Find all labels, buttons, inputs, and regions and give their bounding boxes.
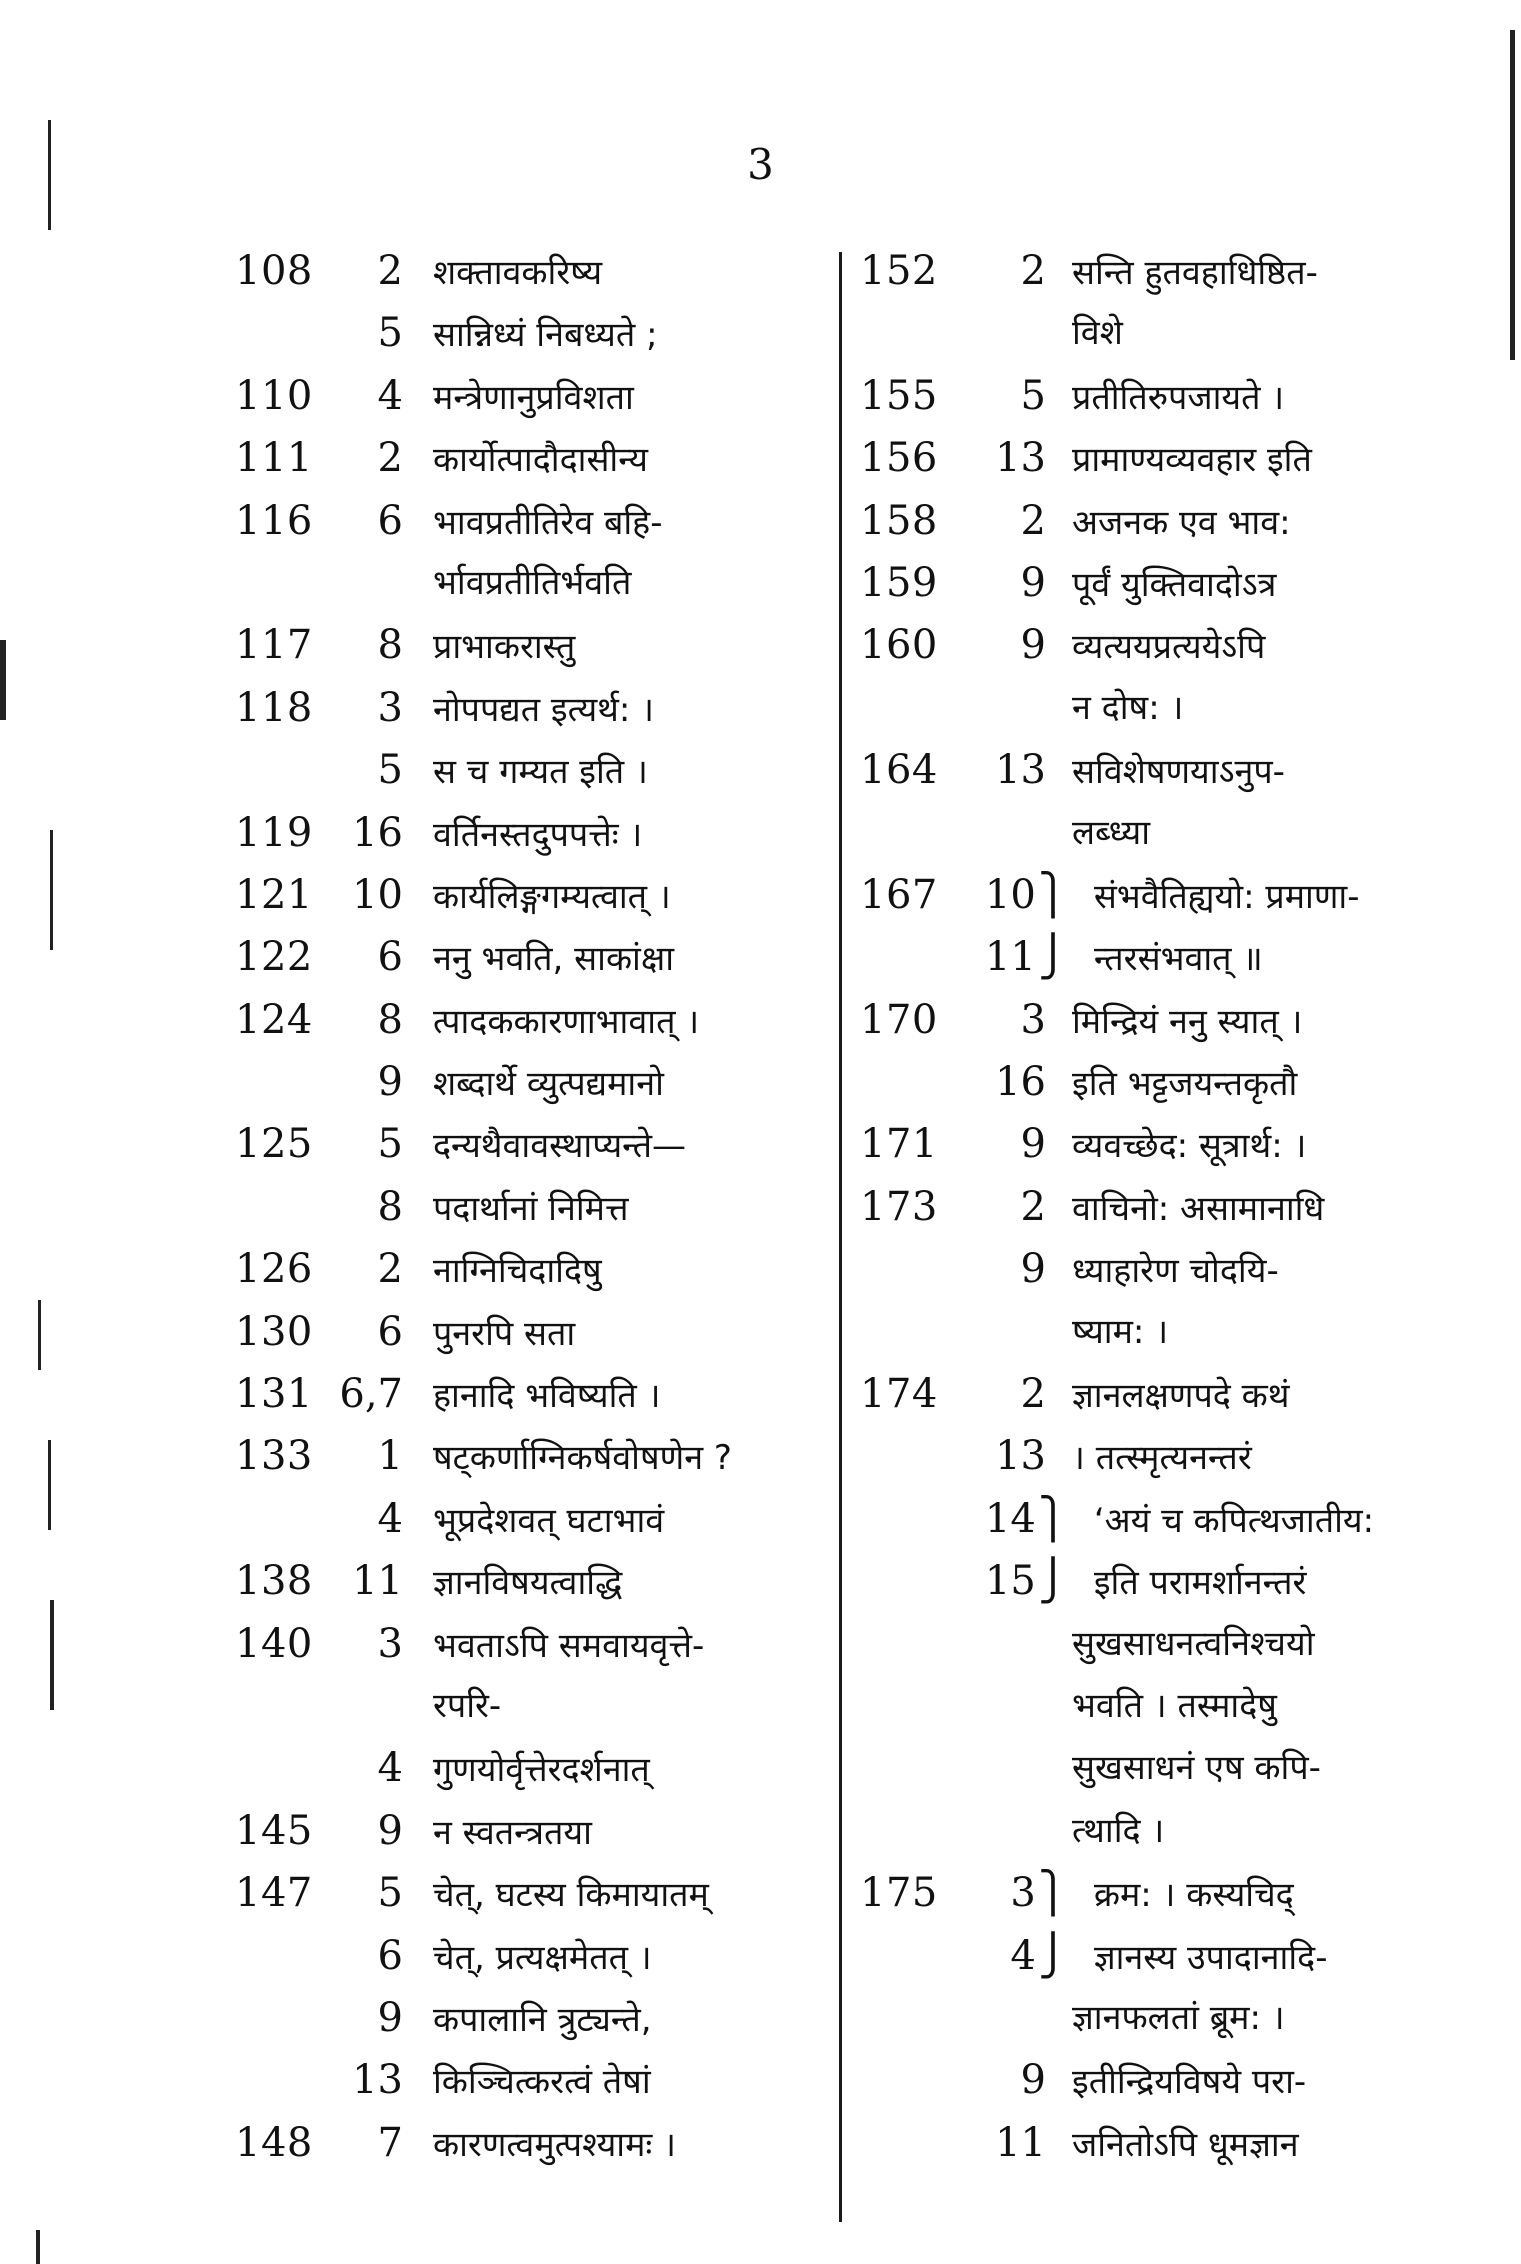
errata-row (860, 1301, 1420, 1363)
correct-reading: गुणयोर्वृत्तेरदर्शनात् (433, 1750, 650, 1791)
errata-row (860, 864, 1420, 926)
errata-row (860, 1425, 1420, 1487)
page-number: 3 (747, 140, 774, 189)
errata-row (860, 677, 1420, 739)
correct-reading: क्रम: । कस्यचिद् (1093, 1875, 1294, 1916)
errata-row (860, 1862, 1420, 1924)
page-ref: 110 (235, 372, 313, 419)
correct-reading: ननु भवति, साकांक्षा (433, 939, 675, 980)
correct-reading: व्यत्ययप्रत्ययेऽपि (1072, 627, 1266, 668)
line-ref: 3 (1020, 996, 1046, 1043)
line-ref: 13 (995, 747, 1046, 794)
line-ref: 6,7 (339, 1371, 403, 1418)
correct-reading: इति भट्टजयन्तकृतौ (1072, 1064, 1298, 1105)
correct-reading: पदार्थानां निमित्त (433, 1188, 629, 1229)
page-ref: 124 (235, 996, 313, 1043)
page-ref: 164 (860, 747, 938, 794)
correct-reading: ध्याहारेण चोदयि- (1072, 1251, 1279, 1292)
errata-row (235, 427, 820, 489)
correct-reading: पुनरपि सता (433, 1313, 576, 1354)
line-ref: 8 (377, 1183, 403, 1230)
line-ref: 2 (1020, 497, 1046, 544)
correct-reading: षट्कर्णाग्निकर्षवोषणेन ? (433, 1438, 732, 1479)
errata-row (860, 1613, 1420, 1675)
errata-row (235, 1737, 820, 1799)
correct-reading: वाचिनो: असामानाधि (1072, 1188, 1325, 1229)
correct-reading: पूर्वं युक्तिवादोऽत्र (1072, 564, 1277, 605)
line-ref: 9 (377, 1807, 403, 1854)
errata-row (860, 2049, 1420, 2111)
page-ref: 116 (235, 497, 313, 544)
line-ref: 13 (352, 2057, 403, 2104)
correct-reading: सन्ति हुतवहाधिष्ठित- (1072, 253, 1318, 293)
correct-reading: ज्ञानविषयत्वाद्धि (433, 1563, 623, 1604)
errata-row (235, 739, 820, 801)
line-ref: 4 (377, 372, 403, 419)
page-ref: 118 (235, 684, 313, 731)
scan-edge-mark (50, 1600, 54, 1710)
correct-reading: भवति । तस्मादेषु (1072, 1685, 1277, 1726)
scan-edge-mark (48, 1440, 51, 1530)
correct-reading: सविशेषणयाऽनुप- (1072, 752, 1285, 793)
errata-row (235, 1987, 820, 2049)
errata-row (860, 365, 1420, 427)
line-ref: 11 (984, 934, 1036, 981)
page-ref: 159 (860, 559, 938, 606)
correct-reading: न्तरसंभवात् ॥ (1093, 939, 1263, 980)
errata-row (235, 614, 820, 676)
correct-reading: वर्तिनस्तदुपपत्तेः । (433, 814, 643, 855)
line-ref: 2 (377, 1246, 403, 1293)
errata-row (860, 614, 1420, 676)
errata-row (860, 1987, 1420, 2049)
errata-column-left (235, 240, 820, 2174)
page-ref: 156 (860, 435, 938, 482)
errata-row (860, 739, 1420, 801)
line-ref: 6 (377, 934, 403, 981)
page-ref: 158 (860, 497, 938, 544)
page-ref: 108 (235, 248, 313, 294)
correct-reading: । तत्स्मृत्यनन्तरं (1072, 1438, 1252, 1479)
errata-row (235, 365, 820, 427)
correct-reading: नोपपद्यत इत्यर्थ: । (433, 689, 655, 730)
page-ref: 130 (235, 1308, 313, 1355)
errata-row (860, 1550, 1420, 1612)
errata-row (235, 302, 820, 364)
correct-reading: इति परामर्शानन्तरं (1093, 1563, 1307, 1604)
line-ref: 4 (377, 1495, 403, 1542)
errata-row (860, 1238, 1420, 1300)
line-ref: 5 (377, 1870, 403, 1917)
errata-row (860, 1675, 1420, 1737)
correct-reading: प्रतीतिरुपजायते । (1072, 377, 1285, 418)
errata-row (235, 989, 820, 1051)
correct-reading: सान्निध्यं निबध्यते ; (433, 315, 658, 356)
line-ref: 5 (377, 310, 403, 357)
brace-mark: ⎭ (1037, 1932, 1068, 1979)
page-ref: 131 (235, 1371, 313, 1418)
errata-row (235, 1301, 820, 1363)
errata-row (235, 1925, 820, 1987)
correct-reading: लब्ध्या (1072, 812, 1150, 853)
page-ref: 140 (235, 1620, 313, 1667)
correct-reading: प्रामाण्यव्यवहार इति (1072, 440, 1312, 481)
column-divider (839, 252, 842, 2222)
line-ref: 3 (377, 1620, 403, 1667)
correct-reading: किञ्चित्करत्वं तेषां (433, 2062, 651, 2103)
correct-reading: त्पादककारणाभावात् । (433, 1001, 700, 1042)
scan-edge-mark (0, 640, 6, 720)
errata-row (235, 1425, 820, 1487)
line-ref: 9 (1020, 2057, 1046, 2104)
page-ref: 155 (860, 372, 938, 419)
correct-reading: न स्वतन्त्रतया (433, 1812, 592, 1853)
line-ref: 6 (377, 497, 403, 544)
errata-row (235, 1488, 820, 1550)
line-ref: 6 (377, 1308, 403, 1355)
errata-row (860, 427, 1420, 489)
correct-reading: कार्योत्पादौदासीन्य (433, 440, 648, 481)
line-ref: 9 (377, 1994, 403, 2041)
correct-reading: कार्यलिङ्गगम्यत्वात् । (433, 876, 671, 917)
page-ref: 147 (235, 1870, 313, 1917)
errata-row (235, 1051, 820, 1113)
correct-reading: सुखसाधनं एष कपि- (1072, 1748, 1321, 1789)
errata-row (860, 1488, 1420, 1550)
line-ref: 4 (1010, 1932, 1036, 1979)
line-ref: 16 (352, 809, 403, 856)
errata-row (860, 989, 1420, 1051)
errata-row (235, 240, 820, 302)
line-ref: 9 (1020, 1121, 1046, 1168)
correct-reading: ‘अयं च कपित्थजातीय: (1093, 1500, 1375, 1541)
line-ref: 3 (1010, 1870, 1036, 1917)
correct-reading: संभवैतिह्ययो: प्रमाणा- (1093, 876, 1360, 917)
line-ref: 2 (1020, 248, 1046, 294)
correct-reading: नाग्निचिदादिषु (433, 1251, 602, 1292)
correct-reading: शक्तावकरिष्य (433, 253, 603, 293)
page-ref: 111 (235, 435, 313, 482)
correct-reading: र्भावप्रतीतिर्भवति (433, 562, 632, 603)
line-ref: 7 (377, 2119, 403, 2166)
correct-reading: अजनक एव भाव: (1072, 502, 1291, 543)
errata-row (235, 1363, 820, 1425)
page-ref: 138 (235, 1558, 313, 1605)
errata-row (235, 926, 820, 988)
line-ref: 9 (1020, 1246, 1046, 1293)
errata-row (860, 1363, 1420, 1425)
line-ref: 10 (352, 871, 403, 918)
errata-row (235, 490, 820, 552)
page-ref: 170 (860, 996, 938, 1043)
line-ref: 5 (377, 747, 403, 794)
correct-reading: ष्याम: । (1072, 1311, 1169, 1352)
errata-row (235, 1613, 820, 1675)
page-ref: 145 (235, 1807, 313, 1854)
brace-mark: ⎫ (1037, 1495, 1068, 1542)
correct-reading: स च गम्यत इति । (433, 752, 648, 793)
errata-row (235, 1550, 820, 1612)
errata-row (860, 1051, 1420, 1113)
page-ref: 175 (860, 1870, 938, 1917)
line-ref: 15 (984, 1558, 1036, 1605)
line-ref: 8 (377, 622, 403, 669)
page-ref: 121 (235, 871, 313, 918)
page-ref: 133 (235, 1433, 313, 1480)
line-ref: 4 (377, 1745, 403, 1792)
line-ref: 2 (1020, 1371, 1046, 1418)
errata-row (860, 302, 1420, 364)
correct-reading: विशे (1072, 313, 1123, 354)
line-ref: 2 (1020, 1183, 1046, 1230)
brace-mark: ⎭ (1037, 934, 1068, 981)
errata-row (860, 926, 1420, 988)
line-ref: 11 (352, 1558, 403, 1605)
correct-reading: इतीन्द्रियविषये परा- (1072, 2062, 1307, 2103)
page-ref: 174 (860, 1371, 938, 1418)
errata-row (235, 802, 820, 864)
page-ref: 125 (235, 1121, 313, 1168)
page-ref: 122 (235, 934, 313, 981)
page-ref: 148 (235, 2119, 313, 2166)
correct-reading: हानादि भविष्यति । (433, 1376, 661, 1417)
errata-row (235, 2112, 820, 2174)
page-ref: 160 (860, 622, 938, 669)
correct-reading: चेत्, प्रत्यक्षमेतत् । (433, 1937, 652, 1978)
scan-edge-mark (36, 2230, 40, 2264)
line-ref: 14 (984, 1495, 1036, 1542)
correct-reading: सुखसाधनत्वनिश्चयो (1072, 1623, 1315, 1664)
errata-row (235, 1113, 820, 1175)
errata-row (860, 1737, 1420, 1799)
correct-reading: ज्ञानफलतां ब्रूम: । (1072, 1997, 1285, 2038)
line-ref: 2 (377, 248, 403, 294)
scan-edge-mark-right (1510, 30, 1515, 360)
correct-reading: व्यवच्छेद: सूत्रार्थ: । (1072, 1126, 1307, 1167)
errata-row (235, 677, 820, 739)
errata-row (860, 240, 1420, 302)
line-ref: 13 (995, 1433, 1046, 1480)
correct-reading: रपरि- (433, 1685, 502, 1726)
correct-reading: शब्दार्थे व्युत्पद्यमानो (433, 1064, 664, 1105)
line-ref: 2 (377, 435, 403, 482)
errata-row (235, 1238, 820, 1300)
page-ref: 173 (860, 1183, 938, 1230)
brace-mark: ⎫ (1037, 1870, 1068, 1917)
line-ref: 1 (377, 1433, 403, 1480)
correct-reading: भवताऽपि समवायवृत्ते- (433, 1625, 705, 1666)
errata-column-right (860, 240, 1420, 2174)
correct-reading: चेत्, घटस्य किमायातम् (433, 1875, 709, 1916)
scan-edge-mark (50, 830, 53, 950)
correct-reading: भावप्रतीतिरेव बहि- (433, 502, 663, 543)
line-ref: 5 (377, 1121, 403, 1168)
correct-reading: कपालानि त्रुट्यन्ते, (433, 1999, 652, 2040)
errata-row (235, 1862, 820, 1924)
correct-reading: प्राभाकरास्तु (433, 627, 576, 668)
errata-row (235, 1675, 820, 1737)
correct-reading: मन्त्रेणानुप्रविशता (433, 377, 634, 418)
line-ref: 13 (995, 435, 1046, 482)
errata-row (235, 2049, 820, 2111)
errata-row (860, 802, 1420, 864)
errata-row (235, 552, 820, 614)
line-ref: 10 (984, 871, 1036, 918)
line-ref: 9 (1020, 559, 1046, 606)
correct-reading: दन्यथैवावस्थाप्यन्ते— (433, 1126, 687, 1167)
errata-row (860, 1113, 1420, 1175)
errata-row (860, 1925, 1420, 1987)
errata-row (860, 552, 1420, 614)
errata-row (860, 2112, 1420, 2174)
errata-row (860, 1176, 1420, 1238)
errata-row (860, 1800, 1420, 1862)
page-ref: 171 (860, 1121, 938, 1168)
correct-reading: ज्ञानलक्षणपदे कथं (1072, 1376, 1290, 1417)
line-ref: 16 (995, 1059, 1046, 1106)
line-ref: 3 (377, 684, 403, 731)
errata-row (235, 1800, 820, 1862)
page-ref: 126 (235, 1246, 313, 1293)
correct-reading: त्थादि । (1072, 1810, 1165, 1851)
page-ref: 167 (860, 871, 938, 918)
line-ref: 5 (1020, 372, 1046, 419)
page-ref: 119 (235, 809, 313, 856)
line-ref: 9 (377, 1059, 403, 1106)
brace-mark: ⎫ (1037, 871, 1068, 918)
correct-reading: न दोष: । (1072, 687, 1184, 728)
correct-reading: भूप्रदेशवत् घटाभावं (433, 1500, 665, 1541)
errata-row (235, 1176, 820, 1238)
errata-row (235, 864, 820, 926)
page-ref: 152 (860, 248, 938, 294)
line-ref: 8 (377, 996, 403, 1043)
correct-reading: ज्ञानस्य उपादानादि- (1093, 1937, 1328, 1978)
line-ref: 6 (377, 1932, 403, 1979)
correct-reading: कारणत्वमुत्पश्यामः । (433, 2124, 676, 2165)
correct-reading: मिन्द्रियं ननु स्यात् । (1072, 1001, 1303, 1042)
scan-edge-mark (38, 1300, 41, 1370)
errata-row (860, 490, 1420, 552)
line-ref: 11 (995, 2119, 1046, 2166)
correct-reading: जनितोऽपि धूमज्ञान (1072, 2124, 1299, 2165)
line-ref: 9 (1020, 622, 1046, 669)
page-ref: 117 (235, 622, 313, 669)
brace-mark: ⎭ (1037, 1558, 1068, 1605)
